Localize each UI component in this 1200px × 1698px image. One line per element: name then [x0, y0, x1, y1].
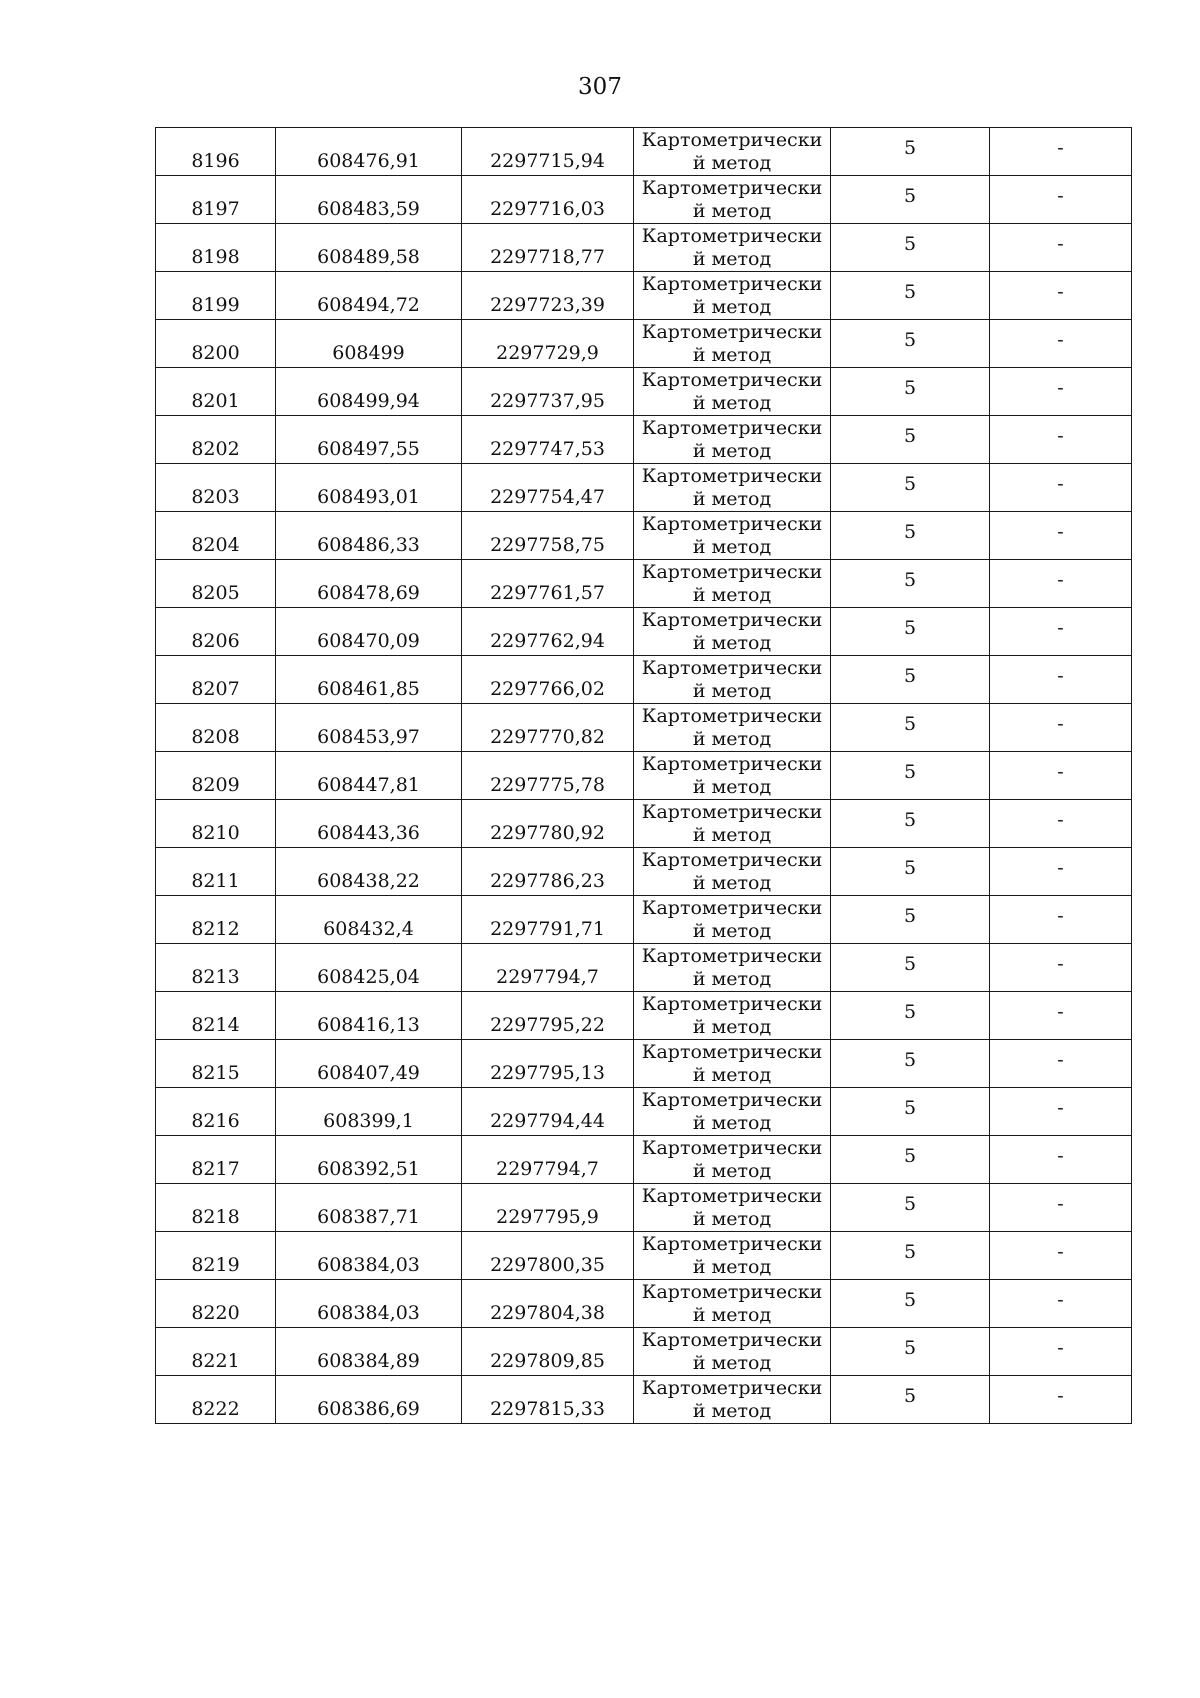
- point-number-cell: 8214: [156, 992, 276, 1040]
- note-cell: -: [990, 464, 1132, 512]
- method-text-line1: Картометрически: [641, 512, 823, 535]
- method-text-line1: Картометрически: [641, 608, 823, 631]
- y-coordinate-cell: 2297718,77: [462, 224, 634, 272]
- method-text-line1: Картометрически: [641, 1328, 823, 1351]
- point-number-cell: 8211: [156, 848, 276, 896]
- x-coordinate-cell: 608384,03: [276, 1280, 462, 1328]
- note-cell: -: [990, 1280, 1132, 1328]
- table-row: [156, 128, 1132, 176]
- method-text-line2: й метод: [692, 919, 772, 942]
- note-cell: -: [990, 896, 1132, 944]
- point-number-cell: 8197: [156, 176, 276, 224]
- point-number-cell: 8196: [156, 128, 276, 176]
- method-cell: [634, 368, 831, 416]
- accuracy-cell: 5: [831, 992, 990, 1040]
- point-number-cell: 8199: [156, 272, 276, 320]
- method-text-line2: й метод: [692, 391, 772, 414]
- accuracy-cell: 5: [831, 1040, 990, 1088]
- note-cell: -: [990, 368, 1132, 416]
- x-coordinate-cell: 608384,89: [276, 1328, 462, 1376]
- method-text-line1: Картометрически: [641, 368, 823, 391]
- note-cell: -: [990, 1136, 1132, 1184]
- table-row: [156, 1280, 1132, 1328]
- table-row: [156, 896, 1132, 944]
- y-coordinate-cell: 2297786,23: [462, 848, 634, 896]
- method-text-line1: Картометрически: [641, 560, 823, 583]
- accuracy-cell: 5: [831, 416, 990, 464]
- y-coordinate-cell: 2297795,9: [462, 1184, 634, 1232]
- method-text-line1: Картометрически: [641, 656, 823, 679]
- method-text-line2: й метод: [692, 1111, 772, 1134]
- method-text-line1: Картометрически: [641, 1280, 823, 1303]
- note-cell: -: [990, 1232, 1132, 1280]
- accuracy-cell: 5: [831, 1088, 990, 1136]
- point-number-cell: 8210: [156, 800, 276, 848]
- note-cell: -: [990, 800, 1132, 848]
- accuracy-cell: 5: [831, 800, 990, 848]
- method-cell: [634, 848, 831, 896]
- method-cell: [634, 800, 831, 848]
- accuracy-cell: 5: [831, 368, 990, 416]
- point-number-cell: 8213: [156, 944, 276, 992]
- point-number-cell: 8202: [156, 416, 276, 464]
- point-number-cell: 8217: [156, 1136, 276, 1184]
- method-text-line2: й метод: [692, 823, 772, 846]
- table-row: [156, 656, 1132, 704]
- accuracy-cell: 5: [831, 464, 990, 512]
- method-text-line2: й метод: [692, 583, 772, 606]
- method-cell: [634, 272, 831, 320]
- method-text-line1: Картометрически: [641, 896, 823, 919]
- x-coordinate-cell: 608453,97: [276, 704, 462, 752]
- method-cell: [634, 560, 831, 608]
- accuracy-cell: 5: [831, 1136, 990, 1184]
- method-text-line2: й метод: [692, 1207, 772, 1230]
- table-row: [156, 944, 1132, 992]
- method-text-line1: Картометрически: [641, 272, 823, 295]
- note-cell: -: [990, 848, 1132, 896]
- y-coordinate-cell: 2297729,9: [462, 320, 634, 368]
- method-text-line1: Картометрически: [641, 1376, 823, 1399]
- point-number-cell: 8200: [156, 320, 276, 368]
- method-text-line1: Картометрически: [641, 992, 823, 1015]
- method-text-line1: Картометрически: [641, 1136, 823, 1159]
- x-coordinate-cell: 608407,49: [276, 1040, 462, 1088]
- y-coordinate-cell: 2297791,71: [462, 896, 634, 944]
- method-text-line2: й метод: [692, 775, 772, 798]
- x-coordinate-cell: 608483,59: [276, 176, 462, 224]
- table-row: [156, 272, 1132, 320]
- table-row: [156, 512, 1132, 560]
- point-number-cell: 8212: [156, 896, 276, 944]
- accuracy-cell: 5: [831, 608, 990, 656]
- point-number-cell: 8206: [156, 608, 276, 656]
- point-number-cell: 8222: [156, 1376, 276, 1424]
- note-cell: -: [990, 944, 1132, 992]
- method-text-line2: й метод: [692, 1159, 772, 1182]
- method-cell: [634, 1328, 831, 1376]
- table-row: [156, 1040, 1132, 1088]
- method-text-line2: й метод: [692, 1255, 772, 1278]
- method-text-line1: Картометрически: [641, 224, 823, 247]
- accuracy-cell: 5: [831, 128, 990, 176]
- y-coordinate-cell: 2297800,35: [462, 1232, 634, 1280]
- method-text-line2: й метод: [692, 871, 772, 894]
- method-text-line1: Картометрически: [641, 416, 823, 439]
- method-cell: [634, 128, 831, 176]
- point-number-cell: 8218: [156, 1184, 276, 1232]
- table-row: [156, 704, 1132, 752]
- table-row: [156, 848, 1132, 896]
- method-cell: [634, 1280, 831, 1328]
- x-coordinate-cell: 608476,91: [276, 128, 462, 176]
- y-coordinate-cell: 2297770,82: [462, 704, 634, 752]
- accuracy-cell: 5: [831, 848, 990, 896]
- accuracy-cell: 5: [831, 224, 990, 272]
- method-text-line1: Картометрически: [641, 1232, 823, 1255]
- method-text-line2: й метод: [692, 535, 772, 558]
- method-text-line1: Картометрически: [641, 752, 823, 775]
- accuracy-cell: 5: [831, 944, 990, 992]
- x-coordinate-cell: 608494,72: [276, 272, 462, 320]
- table-row: [156, 416, 1132, 464]
- accuracy-cell: 5: [831, 752, 990, 800]
- method-cell: [634, 944, 831, 992]
- point-number-cell: 8205: [156, 560, 276, 608]
- table-row: [156, 800, 1132, 848]
- method-text-line2: й метод: [692, 439, 772, 462]
- method-cell: [634, 176, 831, 224]
- method-text-line1: Картометрически: [641, 848, 823, 871]
- table-row: [156, 224, 1132, 272]
- y-coordinate-cell: 2297766,02: [462, 656, 634, 704]
- table-row: [156, 992, 1132, 1040]
- table-row: [156, 1328, 1132, 1376]
- method-cell: [634, 320, 831, 368]
- method-cell: [634, 1136, 831, 1184]
- y-coordinate-cell: 2297775,78: [462, 752, 634, 800]
- note-cell: -: [990, 1376, 1132, 1424]
- method-text-line2: й метод: [692, 199, 772, 222]
- note-cell: -: [990, 1184, 1132, 1232]
- point-number-cell: 8207: [156, 656, 276, 704]
- table-row: [156, 1136, 1132, 1184]
- y-coordinate-cell: 2297754,47: [462, 464, 634, 512]
- method-text-line2: й метод: [692, 247, 772, 270]
- method-cell: [634, 1040, 831, 1088]
- note-cell: -: [990, 128, 1132, 176]
- point-number-cell: 8215: [156, 1040, 276, 1088]
- x-coordinate-cell: 608499,94: [276, 368, 462, 416]
- method-text-line2: й метод: [692, 343, 772, 366]
- x-coordinate-cell: 608386,69: [276, 1376, 462, 1424]
- method-text-line1: Картометрически: [641, 1040, 823, 1063]
- coordinates-table: [155, 127, 1132, 1424]
- y-coordinate-cell: 2297804,38: [462, 1280, 634, 1328]
- method-text-line1: Картометрически: [641, 800, 823, 823]
- y-coordinate-cell: 2297747,53: [462, 416, 634, 464]
- method-cell: [634, 992, 831, 1040]
- x-coordinate-cell: 608461,85: [276, 656, 462, 704]
- note-cell: -: [990, 1088, 1132, 1136]
- note-cell: -: [990, 1328, 1132, 1376]
- table-row: [156, 320, 1132, 368]
- method-text-line2: й метод: [692, 1015, 772, 1038]
- table-row: [156, 464, 1132, 512]
- table-row: [156, 752, 1132, 800]
- point-number-cell: 8204: [156, 512, 276, 560]
- accuracy-cell: 5: [831, 1376, 990, 1424]
- method-text-line1: Картометрически: [641, 464, 823, 487]
- table-row: [156, 176, 1132, 224]
- y-coordinate-cell: 2297794,7: [462, 1136, 634, 1184]
- method-text-line2: й метод: [692, 1063, 772, 1086]
- method-cell: [634, 1088, 831, 1136]
- method-text-line2: й метод: [692, 295, 772, 318]
- note-cell: -: [990, 656, 1132, 704]
- method-cell: [634, 656, 831, 704]
- y-coordinate-cell: 2297715,94: [462, 128, 634, 176]
- note-cell: -: [990, 416, 1132, 464]
- method-cell: [634, 704, 831, 752]
- table-row: [156, 560, 1132, 608]
- table-row: [156, 1232, 1132, 1280]
- method-cell: [634, 1232, 831, 1280]
- y-coordinate-cell: 2297795,13: [462, 1040, 634, 1088]
- method-text-line1: Картометрически: [641, 128, 823, 151]
- x-coordinate-cell: 608399,1: [276, 1088, 462, 1136]
- x-coordinate-cell: 608392,51: [276, 1136, 462, 1184]
- method-text-line1: Картометрически: [641, 320, 823, 343]
- x-coordinate-cell: 608425,04: [276, 944, 462, 992]
- method-text-line2: й метод: [692, 487, 772, 510]
- note-cell: -: [990, 992, 1132, 1040]
- method-cell: [634, 752, 831, 800]
- point-number-cell: 8198: [156, 224, 276, 272]
- note-cell: -: [990, 320, 1132, 368]
- y-coordinate-cell: 2297758,75: [462, 512, 634, 560]
- x-coordinate-cell: 608447,81: [276, 752, 462, 800]
- x-coordinate-cell: 608443,36: [276, 800, 462, 848]
- accuracy-cell: 5: [831, 1232, 990, 1280]
- method-text-line2: й метод: [692, 967, 772, 990]
- method-text-line1: Картометрически: [641, 704, 823, 727]
- method-text-line1: Картометрически: [641, 176, 823, 199]
- note-cell: -: [990, 752, 1132, 800]
- x-coordinate-cell: 608489,58: [276, 224, 462, 272]
- accuracy-cell: 5: [831, 272, 990, 320]
- y-coordinate-cell: 2297737,95: [462, 368, 634, 416]
- point-number-cell: 8216: [156, 1088, 276, 1136]
- note-cell: -: [990, 272, 1132, 320]
- y-coordinate-cell: 2297809,85: [462, 1328, 634, 1376]
- note-cell: -: [990, 1040, 1132, 1088]
- method-cell: [634, 464, 831, 512]
- x-coordinate-cell: 608432,4: [276, 896, 462, 944]
- method-cell: [634, 512, 831, 560]
- y-coordinate-cell: 2297794,44: [462, 1088, 634, 1136]
- point-number-cell: 8209: [156, 752, 276, 800]
- x-coordinate-cell: 608486,33: [276, 512, 462, 560]
- point-number-cell: 8201: [156, 368, 276, 416]
- method-cell: [634, 896, 831, 944]
- table-row: [156, 1376, 1132, 1424]
- x-coordinate-cell: 608493,01: [276, 464, 462, 512]
- x-coordinate-cell: 608499: [276, 320, 462, 368]
- method-cell: [634, 1376, 831, 1424]
- y-coordinate-cell: 2297794,7: [462, 944, 634, 992]
- accuracy-cell: 5: [831, 176, 990, 224]
- y-coordinate-cell: 2297780,92: [462, 800, 634, 848]
- method-text-line2: й метод: [692, 151, 772, 174]
- method-cell: [634, 1184, 831, 1232]
- note-cell: -: [990, 560, 1132, 608]
- accuracy-cell: 5: [831, 560, 990, 608]
- x-coordinate-cell: 608387,71: [276, 1184, 462, 1232]
- table-row: [156, 1184, 1132, 1232]
- y-coordinate-cell: 2297815,33: [462, 1376, 634, 1424]
- x-coordinate-cell: 608497,55: [276, 416, 462, 464]
- method-text-line1: Картометрически: [641, 1088, 823, 1111]
- x-coordinate-cell: 608416,13: [276, 992, 462, 1040]
- x-coordinate-cell: 608384,03: [276, 1232, 462, 1280]
- table-row: [156, 1088, 1132, 1136]
- accuracy-cell: 5: [831, 656, 990, 704]
- point-number-cell: 8221: [156, 1328, 276, 1376]
- note-cell: -: [990, 176, 1132, 224]
- method-text-line2: й метод: [692, 631, 772, 654]
- accuracy-cell: 5: [831, 320, 990, 368]
- table-row: [156, 368, 1132, 416]
- accuracy-cell: 5: [831, 1184, 990, 1232]
- method-text-line1: Картометрически: [641, 1184, 823, 1207]
- y-coordinate-cell: 2297762,94: [462, 608, 634, 656]
- method-text-line2: й метод: [692, 1303, 772, 1326]
- coordinates-table-body: [156, 128, 1132, 1424]
- note-cell: -: [990, 224, 1132, 272]
- method-cell: [634, 416, 831, 464]
- point-number-cell: 8219: [156, 1232, 276, 1280]
- method-text-line2: й метод: [692, 727, 772, 750]
- accuracy-cell: 5: [831, 896, 990, 944]
- note-cell: -: [990, 608, 1132, 656]
- point-number-cell: 8208: [156, 704, 276, 752]
- method-cell: [634, 608, 831, 656]
- y-coordinate-cell: 2297761,57: [462, 560, 634, 608]
- method-text-line2: й метод: [692, 1399, 772, 1422]
- note-cell: -: [990, 704, 1132, 752]
- x-coordinate-cell: 608438,22: [276, 848, 462, 896]
- note-cell: -: [990, 512, 1132, 560]
- method-cell: [634, 224, 831, 272]
- accuracy-cell: 5: [831, 512, 990, 560]
- point-number-cell: 8220: [156, 1280, 276, 1328]
- table-row: [156, 608, 1132, 656]
- y-coordinate-cell: 2297723,39: [462, 272, 634, 320]
- method-text-line1: Картометрически: [641, 944, 823, 967]
- method-text-line2: й метод: [692, 1351, 772, 1374]
- x-coordinate-cell: 608478,69: [276, 560, 462, 608]
- accuracy-cell: 5: [831, 1280, 990, 1328]
- method-text-line2: й метод: [692, 679, 772, 702]
- x-coordinate-cell: 608470,09: [276, 608, 462, 656]
- page-number: 307: [578, 74, 622, 100]
- y-coordinate-cell: 2297716,03: [462, 176, 634, 224]
- accuracy-cell: 5: [831, 704, 990, 752]
- accuracy-cell: 5: [831, 1328, 990, 1376]
- point-number-cell: 8203: [156, 464, 276, 512]
- y-coordinate-cell: 2297795,22: [462, 992, 634, 1040]
